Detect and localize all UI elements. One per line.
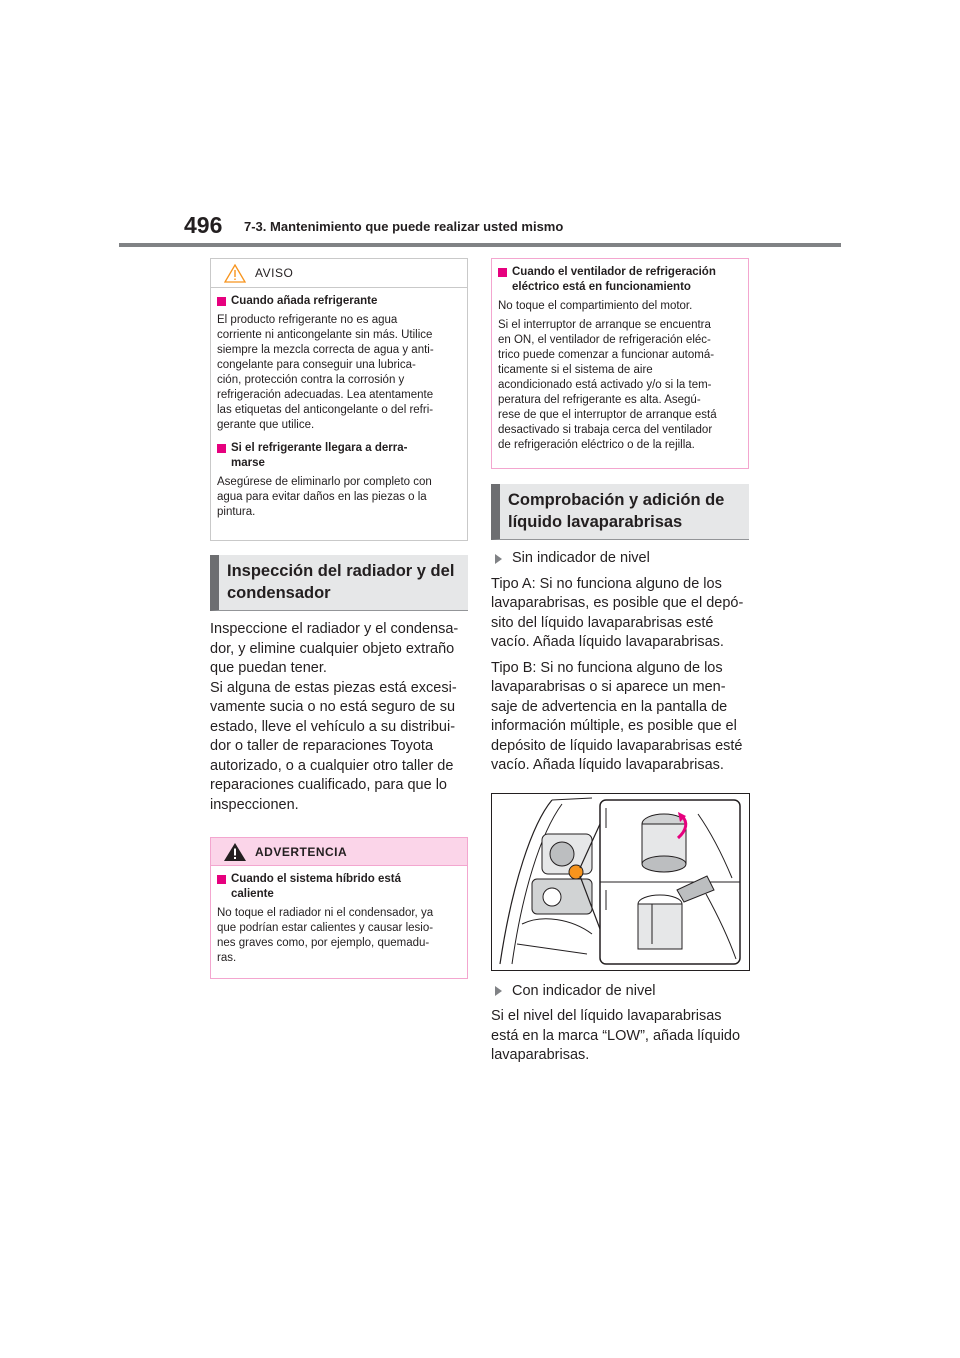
type-b-text: Tipo B: Si no funciona alguno de los lavaparabrisas o si aparece un men- saje de advertencia en la pantalla de información múltiple, es posible que el depósito de líquido lavaparabrisas esté vacío. Añada líquido lavaparabrisas. [491,659,743,773]
note-title-text: Cuando el ventilador de refrigeración eléctrico está en funcionamiento [512,266,716,293]
note-text: Si el interruptor de arranque se encuentra en ON, el ventilador de refrigeración eléc- trico puede comenzar a funcionar automá- ticamente si el sistema de aire acondicionado está activado y/o si la tem- peratura del refrigerante es alta. Asegú- rese de que el interruptor de arranque está desactivado si trabaja cerca del ventilador de refrigeración eléctrico o de la rejilla. [498,319,717,451]
washer-heading [491,484,749,540]
bullet-text: Sin indicador de nivel [512,550,650,566]
section-title: 7-3. Mantenimiento que puede realizar usted mismo [244,219,564,234]
triangle-bullet-icon [495,554,502,564]
note-title [217,294,461,309]
left-column [210,258,468,979]
note-text: No toque el radiador ni el condensador, ya que podrían estar calientes y causar lesio- nes graves como, por ejemplo, quemadu- ras. [217,907,434,964]
note-title [498,265,742,295]
header-rule [119,243,841,247]
advertencia-body [211,866,467,980]
note-title [217,441,461,471]
aviso-body [211,288,467,534]
bullet-square-icon [217,875,226,884]
note-title-text: Cuando el sistema híbrido está caliente [231,873,401,900]
washer-heading-text: Comprobación y adición de líquido lavaparabrisas [508,491,725,531]
advertencia-label: ADVERTENCIA [255,844,348,859]
page-number: 496 [184,212,223,238]
bullet-square-icon [217,444,226,453]
bullet-with-indicator [491,982,749,1002]
note-title-text: Si el refrigerante llegara a derra- marse [231,442,408,469]
fan-note-box [491,258,749,469]
note-text: No toque el compartimiento del motor. [498,300,693,312]
aviso-header [211,259,467,288]
bullet-square-icon [498,268,507,277]
caution-triangle-icon [215,264,255,283]
engine-bay-drawing [492,794,749,970]
note-text: El producto refrigerante no es agua corriente ni anticongelante sin más. Utilice siempre la mezcla correcta de agua y anti- congelante para conseguir una lubrica- ción, protección contra la corrosión y refrigeración adecuadas. Lea atentamente las etiquetas del anticongelante o del refri- gerante que utilice. [217,314,434,431]
radiator-heading [210,555,468,611]
radiator-heading-text: Inspección del radiador y del condensador [227,562,455,602]
warning-triangle-icon [215,842,255,862]
aviso-box [210,258,468,541]
level-indicator-text: Si el nivel del líquido lavaparabrisas está en la marca “LOW”, añada líquido lavaparabrisas. [491,1008,741,1063]
triangle-bullet-icon [495,986,502,996]
bullet-text: Con indicador de nivel [512,982,656,999]
note-title-text: Cuando añada refrigerante [231,295,378,307]
aviso-label: AVISO [255,266,294,280]
advertencia-header [211,838,467,866]
washer-reservoir-illustration [491,793,750,971]
note-text: Asegúrese de eliminarlo por completo con agua para evitar daños en las piezas o la pintura. [217,476,432,518]
type-a-text: Tipo A: Si no funciona alguno de los lavaparabrisas, es posible que el depó- sito del líquido lavaparabrisas esté vacío. Añada líquido lavaparabrisas. [491,575,744,650]
advertencia-box [210,837,468,979]
right-column [491,258,749,1066]
bullet-square-icon [217,297,226,306]
radiator-text: Inspeccione el radiador y el condensa- dor, y elimine cualquier objeto extraño que puedan tener. Si alguna de estas piezas está excesi- vamente sucia o no está seguro de su estado, lleve el vehículo a su distribui- dor o taller de reparaciones Toyota autorizado, o a cualquier otro taller de reparaciones cualificado, para que lo inspeccionen. [210,621,459,813]
fan-note-body [492,259,748,467]
note-title [217,872,461,902]
bullet-no-indicator [491,549,749,569]
